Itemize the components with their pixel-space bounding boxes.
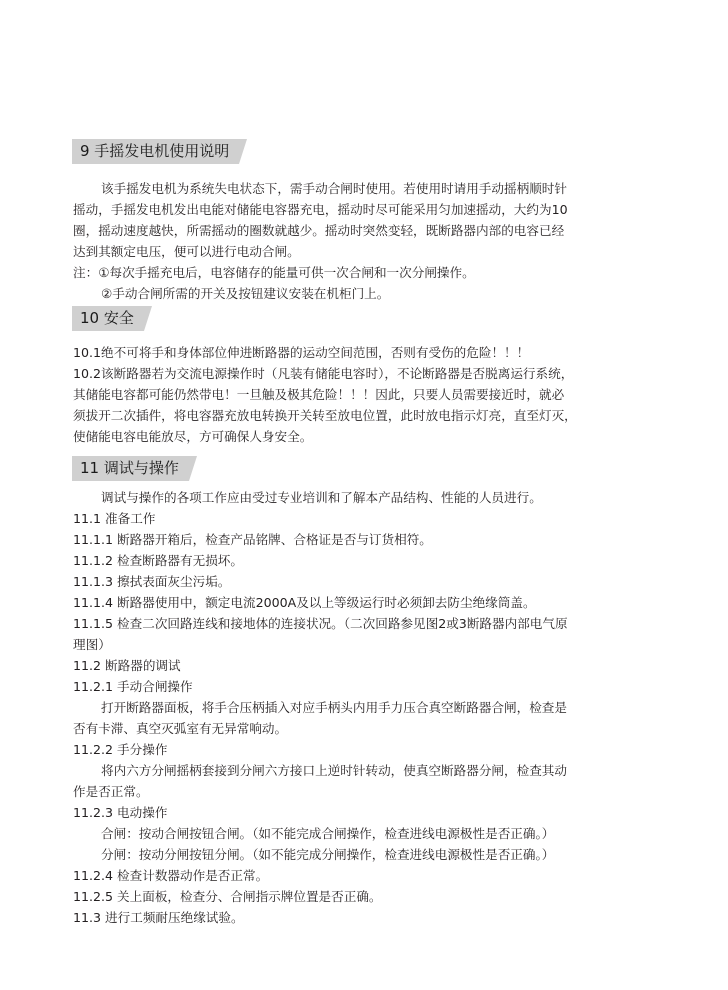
section-11-line: 11.1.4 断路器使用中，额定电流2000A及以上等级运行时必须卸去防尘绝缘筒盖。 — [73, 595, 536, 610]
section-10-line: 须拔开二次插件，将电容器充放电转换开关转至放电位置，此时放电指示灯亮，直至灯灭， — [73, 408, 577, 423]
section-9-line: 摇动，手摇发电机发出电能对储能电容器充电，摇动时尽可能采用匀加速摇动，大约为10 — [73, 202, 568, 217]
section-9-heading: 9 手摇发电机使用说明 — [72, 139, 239, 164]
section-11-line: 将内六方分闸摇柄套接到分闸六方接口上逆时针转动，使真空断路器分闸，检查其动 — [101, 763, 567, 778]
section-9-note: ②手动合闸所需的开关及按钮建议安装在机柜门上。 — [101, 286, 390, 301]
section-10-line: 10.2该断路器若为交流电源操作时（凡装有储能电容时），不论断路器是否脱离运行系统， — [73, 366, 574, 381]
section-10-heading: 10 安全 — [72, 306, 144, 331]
section-11-line: 11.3 进行工频耐压绝缘试验。 — [73, 910, 244, 925]
section-11-line: 打开断路器面板，将手合压柄插入对应手柄头内用手力压合真空断路器合闸，检查是 — [101, 700, 567, 715]
section-10-line: 其储能电容都可能仍然带电！一旦触及极其危险！！！因此，只要人员需要接近时，就必 — [73, 387, 565, 402]
section-11-line: 作是否正常。 — [73, 784, 149, 799]
section-10-line: 使储能电容电能放尽，方可确保人身安全。 — [73, 429, 313, 444]
section-11-line: 否有卡滞、真空灭弧室有无异常响动。 — [73, 721, 288, 736]
section-11-line: 11.1.2 检查断路器有无损坏。 — [73, 553, 243, 568]
section-11-line: 11.2.4 检查计数器动作是否正常。 — [73, 868, 269, 883]
section-11-line: 11.1.3 擦拭表面灰尘污垢。 — [73, 574, 231, 589]
section-11-line: 11.2.2 手分操作 — [73, 742, 168, 757]
section-11-line: 分闸：按动分闸按钮分闸。（如不能完成分闸操作，检查进线电源极性是否正确。） — [101, 847, 555, 862]
section-11-line: 11.1 准备工作 — [73, 511, 156, 526]
section-11-line: 11.2.5 关上面板，检查分、合闸指示牌位置是否正确。 — [73, 889, 382, 904]
section-11-line: 理图） — [73, 637, 111, 652]
section-11-line: 11.1.1 断路器开箱后，检查产品铭牌、合格证是否与订货相符。 — [73, 532, 432, 547]
section-11-line: 11.2.3 电动操作 — [73, 805, 168, 820]
section-9-line: 该手摇发电机为系统失电状态下，需手动合闸时使用。若使用时请用手动摇柄顺时针 — [101, 181, 567, 196]
section-11-heading: 11 调试与操作 — [72, 456, 189, 481]
section-9-line: 达到其额定电压，便可以进行电动合闸。 — [73, 244, 300, 259]
section-11-line: 11.2 断路器的调试 — [73, 658, 181, 673]
section-11-line: 调试与操作的各项工作应由受过专业培训和了解本产品结构、性能的人员进行。 — [101, 490, 542, 505]
section-9-line: 圈，摇动速度越快，所需摇动的圈数就越少。摇动时突然变轻，既断路器内部的电容已经 — [73, 223, 565, 238]
section-11-line: 11.1.5 检查二次回路连线和接地体的连接状况。（二次回路参见图2或3断路器内部电气原 — [73, 616, 568, 631]
section-10-line: 10.1绝不可将手和身体部位伸进断路器的运动空间范围，否则有受伤的危险！！！ — [73, 345, 530, 360]
section-11-line: 合闸：按动合闸按钮合闸。（如不能完成合闸操作，检查进线电源极性是否正确。） — [101, 826, 555, 841]
section-9-note: 注：①每次手摇充电后，电容储存的能量可供一次合闸和一次分闸操作。 — [73, 265, 475, 280]
section-11-line: 11.2.1 手动合闸操作 — [73, 679, 193, 694]
